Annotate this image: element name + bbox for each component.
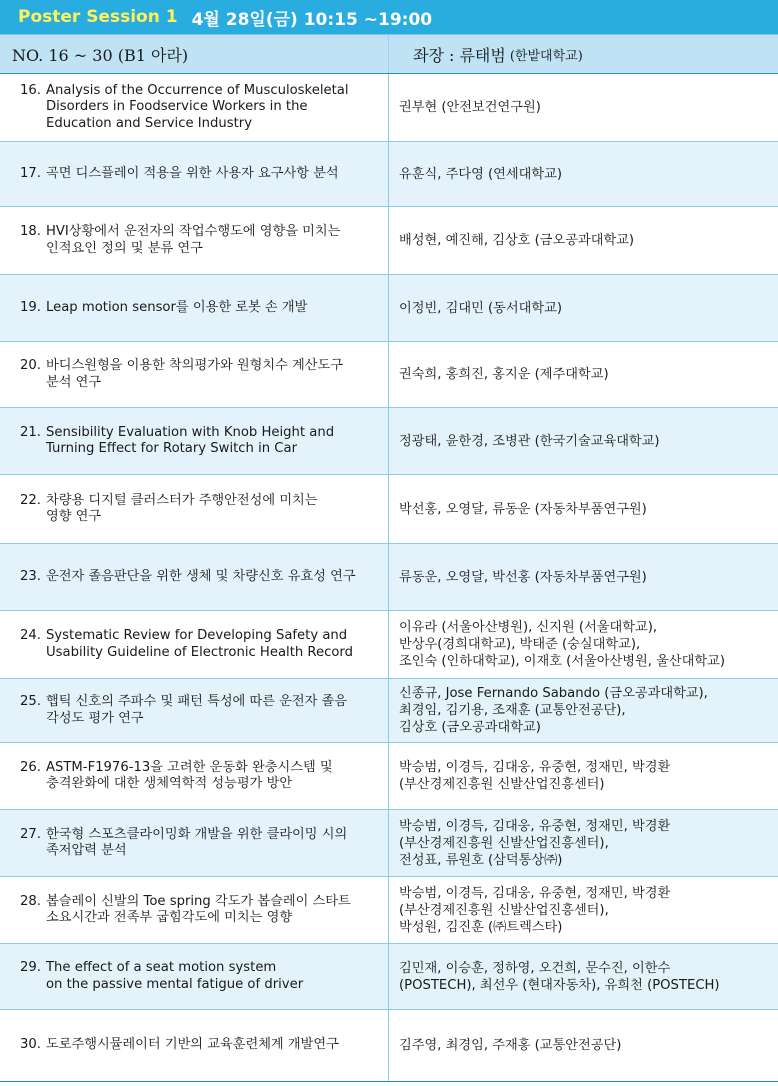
table-row bbox=[0, 475, 778, 544]
table-row bbox=[0, 408, 778, 475]
poster-title-cell bbox=[0, 679, 389, 742]
poster-authors: 배성현, 예진해, 김상호 (금오공과대학교) bbox=[399, 233, 635, 248]
poster-number: 21. bbox=[20, 424, 41, 440]
poster-authors: 박승범, 이경득, 김대웅, 유중현, 정재민, 박경환 (부산경제진흥원 신발산업진흥센터) bbox=[399, 760, 671, 792]
poster-title-cell bbox=[0, 877, 389, 943]
poster-number: 23. bbox=[20, 568, 41, 584]
poster-authors: 권부현 (안전보건연구원) bbox=[399, 100, 541, 115]
poster-authors-cell bbox=[389, 743, 778, 809]
poster-title-cell bbox=[0, 207, 389, 274]
table-row bbox=[0, 743, 778, 810]
poster-number: 17. bbox=[20, 165, 41, 181]
poster-title-cell bbox=[0, 944, 389, 1009]
table-row bbox=[0, 944, 778, 1010]
poster-title-cell bbox=[0, 743, 389, 809]
poster-authors: 유훈식, 주다영 (연세대학교) bbox=[399, 166, 562, 182]
poster-title: Analysis of the Occurrence of Musculoskeletal Disorders in Foodservice Workers in the Education and Service Industry bbox=[45, 82, 349, 131]
poster-authors-cell bbox=[389, 544, 778, 610]
poster-authors-cell bbox=[389, 944, 778, 1009]
table-row bbox=[0, 810, 778, 877]
poster-title-cell bbox=[0, 810, 389, 876]
poster-number: 25. bbox=[20, 694, 41, 709]
poster-title: 곡면 디스플레이 적용을 위한 사용자 요구사항 분석 bbox=[45, 165, 339, 181]
table-row bbox=[0, 877, 778, 944]
poster-authors-cell bbox=[389, 408, 778, 474]
poster-title: 봅슬레이 신발의 Toe spring 각도가 봅슬레이 스타트 소요시간과 전족부 굽힘각도에 미치는 영향 bbox=[45, 893, 351, 925]
poster-number: 16. bbox=[20, 82, 41, 98]
poster-title-cell bbox=[0, 142, 389, 206]
session-date: 4월 28일(금) 10:15 ~19:00 bbox=[191, 9, 433, 30]
poster-authors: 김민재, 이승훈, 정하영, 오건희, 문수진, 이한수 (POSTECH), 최선우 (현대자동차), 유희천 (POSTECH) bbox=[399, 960, 720, 993]
poster-authors: 류동운, 오영달, 박선홍 (자동차부품연구원) bbox=[399, 569, 647, 585]
poster-authors-cell bbox=[389, 275, 778, 341]
poster-number: 22. bbox=[20, 492, 41, 508]
poster-title: 차량용 디지털 클러스터가 주행안전성에 미치는 영향 연구 bbox=[45, 492, 318, 524]
poster-number: 24. bbox=[20, 628, 41, 643]
poster-authors: 박승범, 이경득, 김대웅, 유중현, 정재민, 박경환 (부산경제진흥원 신발산업진흥센터), 전성표, 류원호 (삼덕통상㈜) bbox=[399, 818, 671, 868]
poster-authors-cell bbox=[389, 1010, 778, 1081]
poster-authors: 신종규, Jose Fernando Sabando (금오공과대학교), 최경임, 김기용, 조재훈 (교통안전공단), 김상호 (금오공과대학교) bbox=[399, 686, 708, 735]
poster-title: Systematic Review for Developing Safety and Usability Guideline of Electronic Health Record bbox=[45, 628, 353, 660]
poster-authors: 이유라 (서울아산병원), 신지원 (서울대학교), 반상우(경희대학교), 박태준 (숭실대학교), 조인숙 (인하대학교), 이재호 (서울아산병원, 울산대학교) bbox=[399, 620, 725, 669]
poster-title-cell bbox=[0, 275, 389, 341]
poster-authors: 권숙희, 홍희진, 홍지운 (제주대학교) bbox=[399, 367, 609, 382]
poster-title-cell bbox=[0, 475, 389, 543]
poster-number: 20. bbox=[20, 358, 41, 373]
poster-title: The effect of a seat motion system on the passive mental fatigue of driver bbox=[45, 960, 304, 992]
table-row bbox=[0, 142, 778, 207]
poster-number: 27. bbox=[20, 826, 41, 842]
session-banner bbox=[0, 0, 778, 34]
poster-title-cell bbox=[0, 1010, 389, 1081]
poster-authors-cell bbox=[389, 475, 778, 543]
poster-table bbox=[0, 74, 778, 1082]
poster-authors: 박선홍, 오영달, 류동운 (자동차부품연구원) bbox=[399, 501, 647, 517]
poster-title-cell bbox=[0, 408, 389, 474]
header-range: NO. 16 ~ 30 (B1 아라) bbox=[0, 35, 389, 73]
poster-authors: 정광태, 윤한경, 조병관 (한국기술교육대학교) bbox=[399, 433, 660, 449]
poster-authors-cell bbox=[389, 74, 778, 141]
poster-title-cell bbox=[0, 342, 389, 407]
poster-title: Sensibility Evaluation with Knob Height and Turning Effect for Rotary Switch in Car bbox=[45, 424, 335, 456]
poster-title-cell bbox=[0, 611, 389, 678]
table-row bbox=[0, 544, 778, 611]
poster-title-cell bbox=[0, 544, 389, 610]
table-header bbox=[0, 34, 778, 74]
poster-number: 28. bbox=[20, 893, 41, 909]
poster-authors: 김주영, 최경임, 주재홍 (교통안전공단) bbox=[399, 1038, 622, 1053]
table-row bbox=[0, 611, 778, 679]
poster-title: 운전자 졸음판단을 위한 생체 및 차량신호 유효성 연구 bbox=[45, 568, 356, 584]
poster-title: 한국형 스포츠클라이밍화 개발을 위한 클라이밍 시의 족저압력 분석 bbox=[45, 826, 348, 858]
poster-title: HVI상황에서 운전자의 작업수행도에 영향을 미치는 인적요인 정의 및 분류 연구 bbox=[45, 224, 341, 256]
table-row bbox=[0, 275, 778, 342]
poster-authors-cell bbox=[389, 142, 778, 206]
chair-affiliation: (한밭대학교) bbox=[509, 48, 583, 64]
poster-authors-cell bbox=[389, 342, 778, 407]
poster-authors: 박승범, 이경득, 김대웅, 유중현, 정재민, 박경환 (부산경제진흥원 신발산업진흥센터), 박성원, 김진훈 (㈜트렉스타) bbox=[399, 885, 671, 935]
poster-title: 도로주행시뮬레이터 기반의 교육훈련체계 개발연구 bbox=[45, 1037, 339, 1053]
poster-number: 30. bbox=[20, 1037, 41, 1053]
poster-title: 바디스원형을 이용한 착의평가와 원형치수 계산도구 분석 연구 bbox=[45, 358, 344, 390]
table-row bbox=[0, 342, 778, 408]
poster-authors-cell bbox=[389, 611, 778, 678]
session-title: Poster Session 1 bbox=[18, 7, 178, 27]
poster-authors-cell bbox=[389, 207, 778, 274]
poster-authors-cell bbox=[389, 679, 778, 742]
poster-authors: 이정빈, 김대민 (동서대학교) bbox=[399, 300, 562, 316]
table-row bbox=[0, 74, 778, 142]
poster-number: 26. bbox=[20, 759, 41, 775]
poster-number: 19. bbox=[20, 299, 41, 315]
table-row bbox=[0, 207, 778, 275]
table-row bbox=[0, 679, 778, 743]
poster-number: 18. bbox=[20, 224, 41, 239]
poster-title-cell bbox=[0, 74, 389, 141]
header-chair bbox=[389, 35, 778, 73]
poster-title: Leap motion sensor를 이용한 로봇 손 개발 bbox=[45, 299, 308, 315]
poster-number: 29. bbox=[20, 960, 41, 975]
poster-title: 햅틱 신호의 주파수 및 패턴 특성에 따른 운전자 졸음 각성도 평가 연구 bbox=[45, 694, 348, 726]
poster-title: ASTM-F1976-13을 고려한 운동화 완충시스템 및 충격완화에 대한 생체역학적 성능평가 방안 bbox=[45, 759, 333, 791]
chair-name: 좌장 : 류태범 bbox=[413, 45, 506, 65]
table-row bbox=[0, 1010, 778, 1081]
poster-authors-cell bbox=[389, 810, 778, 876]
poster-authors-cell bbox=[389, 877, 778, 943]
